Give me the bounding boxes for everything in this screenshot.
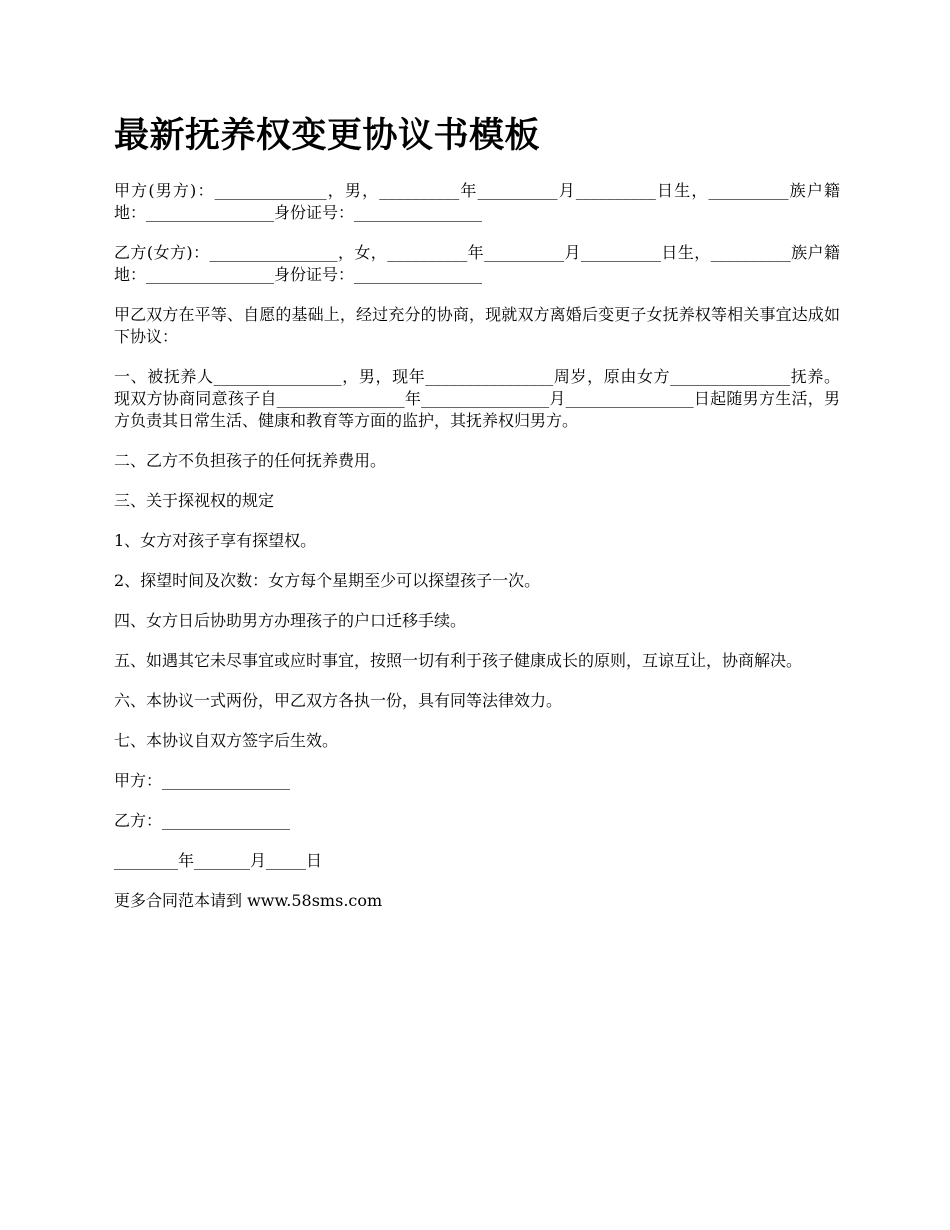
clause-3-item-2: 2、探望时间及次数：女方每个星期至少可以探望孩子一次。: [114, 571, 541, 590]
party-b-info: 乙方(女方)：________________，女，__________年__________月__________日生，__________族户籍地：________________身份证号：________________: [114, 243, 840, 284]
sign-date: ________年_______月_____日: [114, 851, 323, 870]
party-b-signature: 乙方：________________: [114, 811, 291, 830]
clause-3-item-1: 1、女方对孩子享有探望权。: [114, 531, 317, 550]
footer-note: 更多合同范本请到 www.58sms.com: [114, 891, 383, 910]
clause-3-heading: 三、关于探视权的规定: [114, 491, 275, 510]
party-a-info: 甲方(男方)：______________，男，__________年__________月__________日生，__________族户籍地：________________身份证号：________________: [114, 181, 840, 222]
clause-2: 二、乙方不负担孩子的任何抚养费用。: [114, 451, 387, 470]
clause-6: 六、本协议一式两份，甲乙双方各执一份，具有同等法律效力。: [114, 691, 563, 710]
preamble: 甲乙双方在平等、自愿的基础上，经过充分的协商，现就双方离婚后变更子女抚养权等相关事宜达成如下协议：: [114, 305, 840, 346]
party-a-signature: 甲方：________________: [114, 771, 291, 790]
clause-5: 五、如遇其它未尽事宜或应时事宜，按照一切有利于孩子健康成长的原则，互谅互让，协商解决。: [114, 651, 803, 670]
clause-7: 七、本协议自双方签字后生效。: [114, 731, 339, 750]
clause-1: 一、被抚养人________________，男，现年________________周岁，原由女方_______________抚养。现双方协商同意孩子自________________年________________月________________日起随男方生活，男方负责其日常生活、健康和教育等方面的监护，其抚养权归男方。: [114, 367, 840, 430]
clause-4: 四、女方日后协助男方办理孩子的户口迁移手续。: [114, 611, 467, 630]
document-title: 最新抚养权变更协议书模板: [114, 116, 541, 156]
document-page: [114, 112, 840, 930]
